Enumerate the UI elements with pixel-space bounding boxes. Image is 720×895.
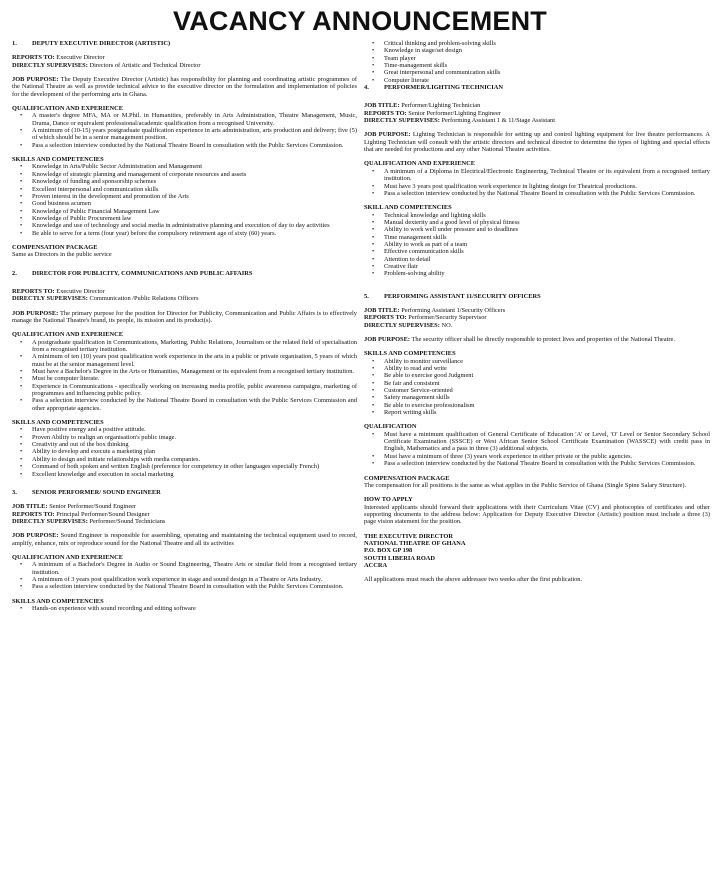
section-heading: [12, 489, 357, 496]
section-heading: [364, 84, 710, 91]
job-title: JOB TITLE: Performer/Lighting Technician: [364, 102, 481, 110]
compensation-value: Same as Directors in the public service: [12, 251, 112, 259]
list-item: • Report writing skills: [384, 409, 710, 416]
job-purpose: JOB PURPOSE: The primary purpose for the position for Director for Publicity, Communication and Public Affairs is to effectively manage the National Theatre's brand, its people, its mission and its product(s).: [12, 309, 358, 324]
section-performer-lighting-technician: [364, 84, 710, 278]
section-senior-performer-sound-engineer: [12, 489, 357, 612]
skills-list: [364, 358, 710, 417]
list-item: • Proven Ability to realign an organisation's public image.: [32, 434, 357, 441]
directly-supervises: DIRECTLY SUPERVISES: Communication /Public Relations Officers: [12, 295, 199, 303]
list-item: • A minimum of ten (10) years post qualification work experience in the arts in a public or private organisation, 5 years of which must be at the senior management level.: [32, 353, 357, 368]
section-title: PERFORMING ASSISTANT 11/SECURITY OFFICERS: [384, 292, 541, 300]
list-item: • Pass a selection interview conducted by the National Theatre Board in consultation with the Public Services Commission.: [384, 460, 710, 467]
reports-to: REPORTS TO: Executive Director: [12, 54, 105, 62]
list-item: • A minimum of a Diploma in Electrical/Electronic Engineering, Technical Theatre or its equivalent from a recognised tertiary institution.: [384, 168, 710, 183]
section-number: 4.: [364, 84, 369, 92]
list-item: • Be able to exercise professionalism: [384, 402, 710, 409]
address-line: SOUTH LIBERIA ROAD: [364, 554, 436, 562]
reports-to: REPORTS TO: Principal Performer/Sound Designer: [12, 510, 150, 518]
section-number: 3.: [12, 488, 17, 496]
section-deputy-executive-director: [12, 40, 357, 259]
skills-heading: SKILLS AND COMPETENCIES: [12, 156, 104, 164]
list-item: • Be fair and consistent: [384, 380, 710, 387]
how-to-apply-heading: HOW TO APPLY: [364, 496, 413, 504]
list-item: • Excellent knowledge and execution in social marketing: [32, 471, 357, 478]
list-item: • Team player: [384, 55, 710, 62]
section-title: SENIOR PERFORMER/ SOUND ENGINEER: [32, 488, 161, 496]
section-heading: [12, 270, 357, 277]
list-item: • Attention to detail: [384, 256, 710, 263]
list-item: • Must have a minimum of three (3) years work experience in either private or the public agencies.: [384, 453, 710, 460]
list-item: • Knowledge of Public Procurement law: [32, 215, 357, 222]
directly-supervises: DIRECTLY SUPERVISES: Performer/Sound Technicians: [12, 517, 166, 525]
skills-list: [12, 605, 357, 612]
section-title: PERFORMER/LIGHTING TECHNICIAN: [384, 84, 504, 92]
list-item: • Knowledge of strategic planning and management of corporate resources and assets: [32, 171, 357, 178]
list-item: • Ability to monitor surveillance: [384, 358, 710, 365]
list-item: • A minimum of (10-15) years postgraduate qualification experience in arts administration, arts production and delivery; five (5) of which should be in a senior management position.: [32, 127, 357, 142]
section-title: DEPUTY EXECUTIVE DIRECTOR (ARTISTIC): [32, 40, 171, 47]
page-title: VACANCY ANNOUNCEMENT: [172, 6, 547, 36]
list-item: • Safety management skills: [384, 394, 710, 401]
address-line: NATIONAL THEATRE OF GHANA: [364, 539, 466, 547]
compensation-value: The compensation for all positions is the same as what applies in the Public Service of Ghana (Single Spine Salary Structure).: [364, 481, 687, 489]
list-item: • Ability to develop and execute a marketing plan: [32, 448, 357, 455]
left-column: [12, 40, 357, 612]
list-item: • Time management skills: [384, 234, 710, 241]
qualification-list: [12, 561, 357, 590]
reports-to: REPORTS TO: Executive Director: [12, 287, 105, 295]
qualification-list: [364, 168, 710, 197]
skills-heading: SKILLS AND COMPETENCIES: [364, 350, 456, 358]
compensation-section: [364, 475, 710, 490]
right-column: [364, 40, 710, 584]
qualification-heading: QUALIFICATION AND EXPERIENCE: [364, 160, 476, 168]
list-item: • Knowledge in Arts/Public Sector Administration and Management: [32, 163, 357, 170]
directly-supervises: DIRECTLY SUPERVISES: Directors of Artistic and Technical Director: [12, 61, 201, 69]
qualification-heading: QUALIFICATION AND EXPERIENCE: [12, 105, 124, 113]
address-line: ACCRA: [364, 561, 388, 569]
skills-heading: SKILLS AND COMPETENCIES: [12, 597, 104, 605]
how-to-apply-text: Interested applicants should forward their applications with their Curriculum Vitae (CV) and photocopies of certificates and other supporting documents to the address below: Application for Deputy Executive Director (Artistic) position must include a three (3) page vision statement for the position.: [364, 503, 710, 526]
list-item: • Pass a selection interview conducted by the National Theatre Board in consultation with the Public Services Commission.: [32, 583, 357, 590]
list-item: • Technical knowledge and lighting skills: [384, 212, 710, 219]
section-heading: [364, 293, 710, 300]
list-item: • Proven interest in the development and promotion of the Arts: [32, 193, 357, 200]
skills-heading: SKILL AND COMPETENCIES: [364, 204, 452, 212]
list-item: • Good business acumen: [32, 200, 357, 207]
list-item: • Computer literate: [384, 77, 710, 84]
job-purpose: JOB PURPOSE: Lighting Technician is responsible for setting up and control lighting equipment for live theatre performances. A Lighting Technician will consult with the artistic directors and technical director to determine the types of lighting and special effects that are needed for productions and any other National Theatre activities.: [364, 131, 711, 154]
list-item: • Critical thinking and problem-solving skills: [384, 40, 710, 47]
list-item: • Ability to work as part of a team: [384, 241, 710, 248]
how-to-apply-section: [364, 496, 710, 583]
list-item: • Knowledge of funding and sponsorship schemes: [32, 178, 357, 185]
job-purpose: JOB PURPOSE: Sound Engineer is responsible for assembling, operating and maintaining the technical equipment used to record, amplify, enhance, mix or reproduce sound for the National Theatre and all its activities: [12, 532, 357, 547]
list-item: • Excellent interpersonal and communication skills: [32, 186, 357, 193]
list-item: • Ability to work well under pressure and to deadlines: [384, 226, 710, 233]
compensation-heading: COMPENSATION PACKAGE: [364, 474, 450, 482]
address-line: THE EXECUTIVE DIRECTOR: [364, 532, 454, 540]
list-item: • A master's degree MFA, MA or M.Phil. in Humanities, preferably in Arts Administration, Theatre Management, Music, Drama, Dance or equivalent professional/academic qualification from a recognised University.: [32, 112, 357, 127]
list-item: • Pass a selection interview conducted by the National Theatre Board in consultation with the Public Services Commission.: [32, 142, 357, 149]
closing-note: All applications must reach the above addressee two weeks after the first publication.: [364, 576, 583, 584]
list-item: • Command of both spoken and written English (preference for competency in other languages especially French): [32, 463, 357, 470]
qualification-list: [12, 112, 357, 149]
section-number: 1.: [12, 40, 17, 47]
qualification-heading: QUALIFICATION AND EXPERIENCE: [12, 553, 124, 561]
skills-heading: SKILLS AND COMPETENCIES: [12, 419, 104, 427]
section-title: DIRECTOR FOR PUBLICITY, COMMUNICATIONS AND PUBLIC AFFAIRS: [32, 269, 253, 277]
directly-supervises: DIRECTLY SUPERVISES: NO.: [364, 321, 453, 329]
skills-list-continued: [364, 40, 710, 84]
list-item: • Knowledge in stage/set design: [384, 47, 710, 54]
list-item: • Must have a Bachelor's Degree in the Arts or Humanities, Management or its equivalent from a recognised tertiary institution.: [32, 368, 357, 375]
list-item: • Problem-solving ability: [384, 270, 710, 277]
skills-list: [12, 426, 357, 477]
list-item: • Time-management skills: [384, 62, 710, 69]
list-item: • Great interpersonal and communication skills: [384, 69, 710, 76]
list-item: • Must have a minimum qualification of General Certificate of Education 'A' or Level, 'O' Level or Senior Secondary School Certificate Examination (SSSCE) or West African Senior School Certificate Examination (WASSCE) with credit pass in English, Mathematics and a pass in three (3) additional subjects.: [384, 431, 710, 453]
list-item: • Experience in Communications - specifically working on increasing media profile, public awareness campaigns, marketing of programmes and influencing public policy.: [32, 383, 357, 398]
list-item: • Knowledge and use of technology and social media in administrative planning and execution of day to day activities: [32, 222, 357, 229]
compensation-heading: COMPENSATION PACKAGE: [12, 243, 98, 251]
list-item: • Be able to exercise good Judgment: [384, 372, 710, 379]
list-item: • Hands-on experience with sound recording and editing software: [32, 605, 357, 612]
list-item: • Ability to design and initiate relationships with media companies.: [32, 456, 357, 463]
list-item: • Must have 3 years post qualification work experience in lighting design for Theatrical productions.: [384, 183, 710, 190]
job-title: JOB TITLE: Performing Assistant 1/Security Officers: [364, 306, 506, 314]
address-line: P.O. BOX GP 198: [364, 547, 413, 555]
list-item: • Be able to serve for a term (four year) before the compulsory retirement age of sixty (60) years.: [32, 230, 357, 237]
list-item: • Manual dexterity and a good level of physical fitness: [384, 219, 710, 226]
reports-to: REPORTS TO: Performer/Security Supervisor: [364, 314, 487, 322]
section-number: 5.: [364, 292, 369, 300]
section-number: 2.: [12, 269, 17, 277]
address-block: [364, 533, 710, 570]
job-title: JOB TITLE: Senior Performer/Sound Engineer: [12, 503, 137, 511]
job-purpose: JOB PURPOSE: The Deputy Executive Director (Artistic) has responsibility for planning and coordinating artistic programmes of the National Theatre as well as provide technical advice to the executive director on the formulation and implementation of policies for the development of the performing arts in Ghana.: [12, 76, 357, 98]
list-item: • A minimum of 3 years post qualification work experience in stage and sound design in a Theatre or Arts Industry.: [32, 576, 357, 583]
reports-to: REPORTS TO: Senior Performer/Lighting Engineer: [364, 109, 501, 117]
skills-list: [12, 163, 357, 236]
list-item: • Pass a selection interview conducted by the National Theatre Board in consultation with the Public Services Commission.: [384, 190, 710, 197]
section-heading: [12, 40, 357, 47]
skills-list: [364, 212, 710, 278]
list-item: • Have positive energy and a positive attitude.: [32, 426, 357, 433]
section-performing-assistant-security: [364, 293, 710, 468]
list-item: • Creative flair: [384, 263, 710, 270]
list-item: • Creativity and out of the box thinking: [32, 441, 357, 448]
list-item: • A postgraduate qualification in Communications, Marketing, Public Relations, Journalism or the related field of specialisation from a recognised tertiary institution.: [32, 339, 357, 354]
directly-supervises: DIRECTLY SUPERVISES: Performing Assistant 1 & 11/Stage Assistant: [364, 117, 556, 125]
qualification-heading: QUALIFICATION AND EXPERIENCE: [12, 331, 124, 339]
list-item: • Knowledge of Public Financial Management Law: [32, 208, 357, 215]
list-item: • Effective communication skills: [384, 248, 710, 255]
section-director-publicity: [12, 270, 357, 478]
job-purpose: JOB PURPOSE: The security officer shall be directly responsible to protect lives and properties of the National Theatre.: [364, 336, 675, 343]
list-item: • Ability to read and write: [384, 365, 710, 372]
qualification-list: [364, 431, 710, 468]
list-item: • Customer Service-oriented: [384, 387, 710, 394]
list-item: • A minimum of a Bachelor's Degree in Audio or Sound Engineering, Theatre Arts or similar field from a recognised tertiary institution.: [32, 561, 357, 576]
qualification-heading: QUALIFICATION: [364, 423, 417, 431]
list-item: • Pass a selection interview conducted by the National Theatre Board in consultation with the Public Services Commission and other appropriate agencies.: [32, 397, 357, 412]
list-item: • Must be computer literate.: [32, 375, 357, 382]
qualification-list: [12, 339, 357, 412]
